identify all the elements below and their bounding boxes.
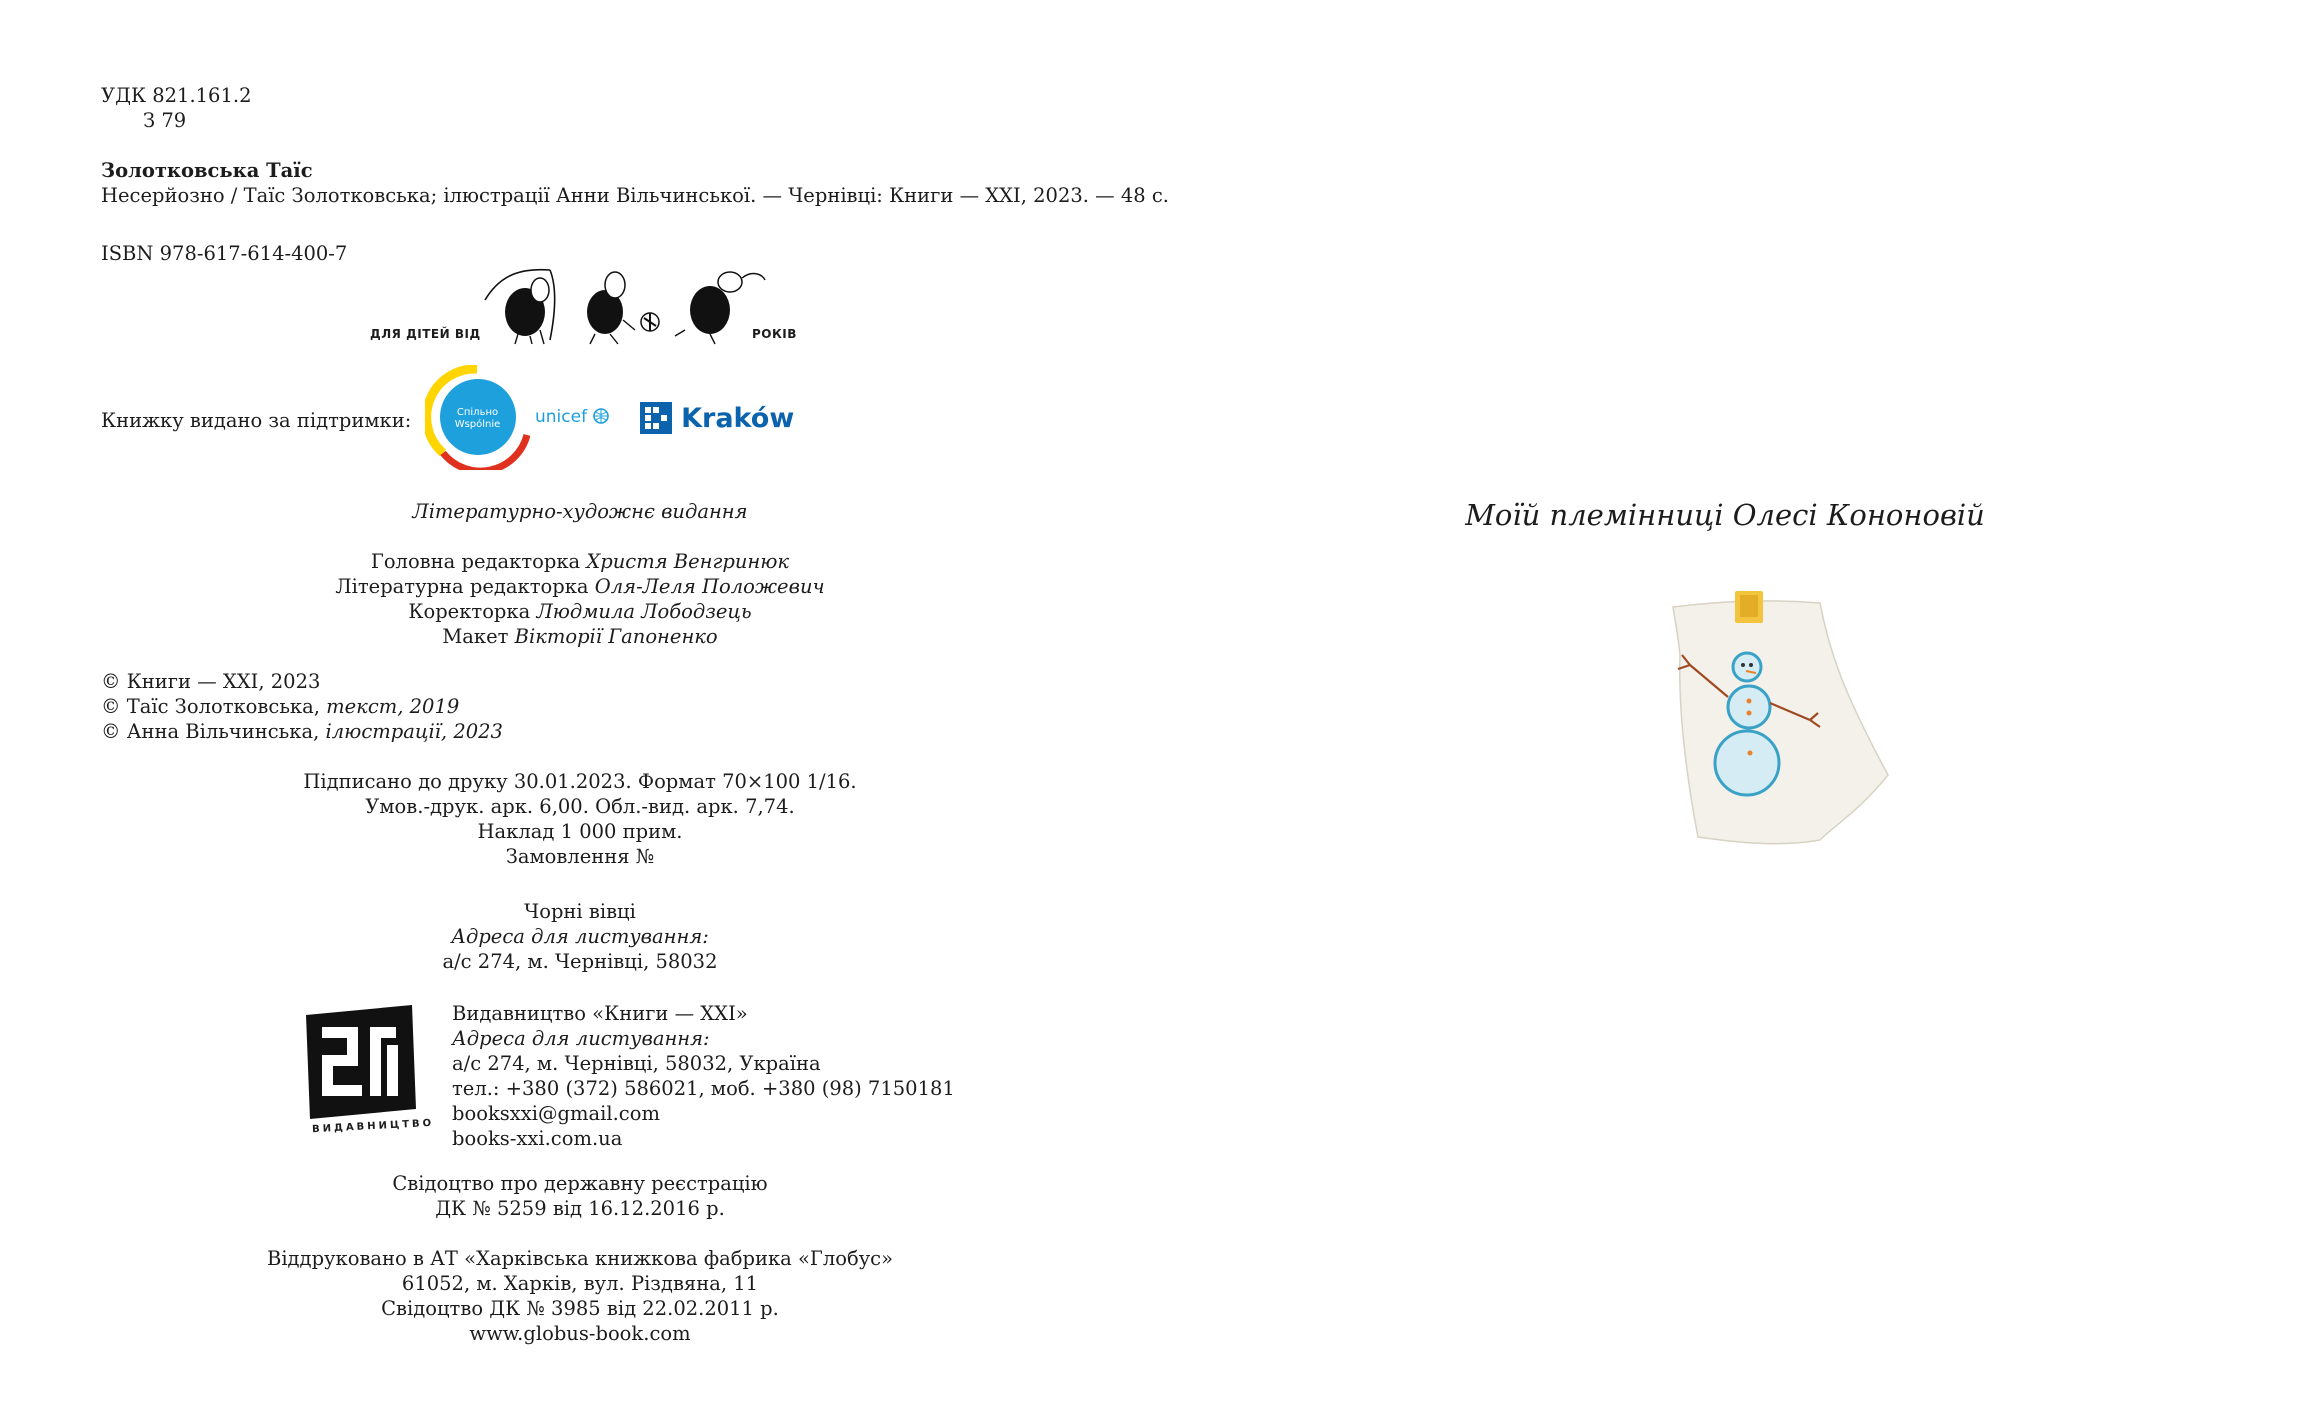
editor-role: Головна редакторка — [370, 550, 581, 573]
imprint-block — [270, 899, 890, 974]
bibliographic-description: Несерйозно / Таїс Золотковська; ілюстрації Анни Вільчинської. — Чернівці: Книги — ХХІ, 2023. — 48 с. — [101, 184, 1169, 207]
sheep-illustration-icon — [480, 260, 770, 345]
krakow-grid-icon — [640, 402, 672, 434]
registration-block — [270, 1171, 890, 1221]
registration-line: ДК № 5259 від 16.12.2016 р. — [435, 1197, 725, 1220]
wspolnie-text: Wspólnie — [454, 419, 501, 430]
editor-role: Літературна редакторка — [335, 575, 589, 598]
age-label — [370, 260, 810, 350]
age-label-suffix: РОКІВ — [752, 327, 797, 341]
imprint-address-label: Адреса для листування: — [451, 925, 709, 948]
author-mark: З 79 — [143, 109, 187, 132]
copyright-block — [101, 669, 503, 744]
print-info — [270, 769, 890, 869]
copyright-note: ілюстрації, 2023 — [325, 720, 503, 743]
isbn: ISBN 978-617-614-400-7 — [101, 242, 348, 265]
print-info-line: Наклад 1 000 прим. — [477, 820, 683, 843]
printer-block — [220, 1246, 940, 1346]
dedication: Моїй племінниці Олесі Кононовій — [1465, 498, 1985, 532]
unicef-globe-icon — [592, 407, 610, 425]
publisher-logo-text: ВИДАВНИЦТВО — [311, 1117, 435, 1136]
support-label: Книжку видано за підтримки: — [101, 409, 412, 432]
publisher-address-label: Адреса для листування: — [452, 1027, 710, 1050]
krakow-text: Kraków — [681, 402, 795, 434]
editor-line — [270, 624, 890, 649]
imprint-address: а/с 274, м. Чернівці, 58032 — [442, 950, 718, 973]
print-info-line: Умов.-друк. арк. 6,00. Обл.-вид. арк. 7,74. — [365, 795, 795, 818]
publisher-name: Видавництво «Книги — ХХІ» — [452, 1002, 748, 1025]
printer-line: 61052, м. Харків, вул. Різдвяна, 11 — [401, 1272, 759, 1295]
krakow-logo — [640, 402, 794, 434]
spilno-text: Спільно — [456, 407, 499, 418]
copyright-holder: © Анна Вільчинська, — [101, 720, 320, 743]
publisher-email: booksxxi@gmail.com — [452, 1102, 660, 1125]
registration-line: Свідоцтво про державну реєстрацію — [392, 1172, 768, 1195]
editor-role: Коректорка — [408, 600, 531, 623]
editor-line — [270, 574, 890, 599]
print-info-line: Підписано до друку 30.01.2023. Формат 70×100 1/16. — [303, 770, 857, 793]
printer-line: www.globus-book.com — [469, 1322, 691, 1345]
copyright-holder: © Таїс Золотковська, — [101, 695, 320, 718]
edition-type: Літературно-художнє видання — [412, 500, 748, 523]
spilno-wspolnie-logo — [425, 365, 530, 470]
editor-name: Вікторії Гапоненко — [514, 625, 718, 648]
unicef-text: unicef — [535, 407, 588, 427]
publisher-21-logo-icon — [302, 1005, 422, 1120]
editor-name: Людмила Лободзець — [536, 600, 752, 623]
publisher-info — [452, 1001, 955, 1151]
editor-name: Христя Венгринюк — [586, 550, 790, 573]
printer-line: Свідоцтво ДК № 3985 від 22.02.2011 р. — [381, 1297, 779, 1320]
publisher-logo — [302, 1005, 435, 1145]
copyright-note: текст, 2019 — [326, 695, 460, 718]
publisher-website: books-xxi.com.ua — [452, 1127, 623, 1150]
unicef-logo — [535, 407, 610, 427]
copyright-line — [101, 669, 503, 694]
editor-line — [270, 549, 890, 574]
editor-line — [270, 599, 890, 624]
editor-name: Оля-Леля Положевич — [594, 575, 825, 598]
copyright-line — [101, 719, 503, 744]
editor-role: Макет — [442, 625, 509, 648]
copyright-line — [101, 694, 503, 719]
print-info-line: Замовлення № — [505, 845, 655, 868]
printer-line: Віддруковано в АТ «Харківська книжкова фабрика «Глобус» — [266, 1247, 894, 1270]
copyright-holder: © Книги — ХХІ, 2023 — [101, 670, 321, 693]
editors-list — [270, 549, 890, 649]
author-name: Золотковська Таїс — [101, 159, 313, 182]
snowman-illustration-icon — [1660, 585, 1900, 855]
imprint-name: Чорні вівці — [524, 900, 636, 923]
publisher-address: а/с 274, м. Чернівці, 58032, Україна — [452, 1052, 821, 1075]
dedication-page — [1150, 0, 2304, 1418]
age-label-prefix: ДЛЯ ДІТЕЙ ВІД — [370, 327, 481, 341]
udc-code: УДК 821.161.2 — [101, 84, 252, 107]
publisher-phone: тел.: +380 (372) 586021, моб. +380 (98) 7150181 — [452, 1077, 955, 1100]
